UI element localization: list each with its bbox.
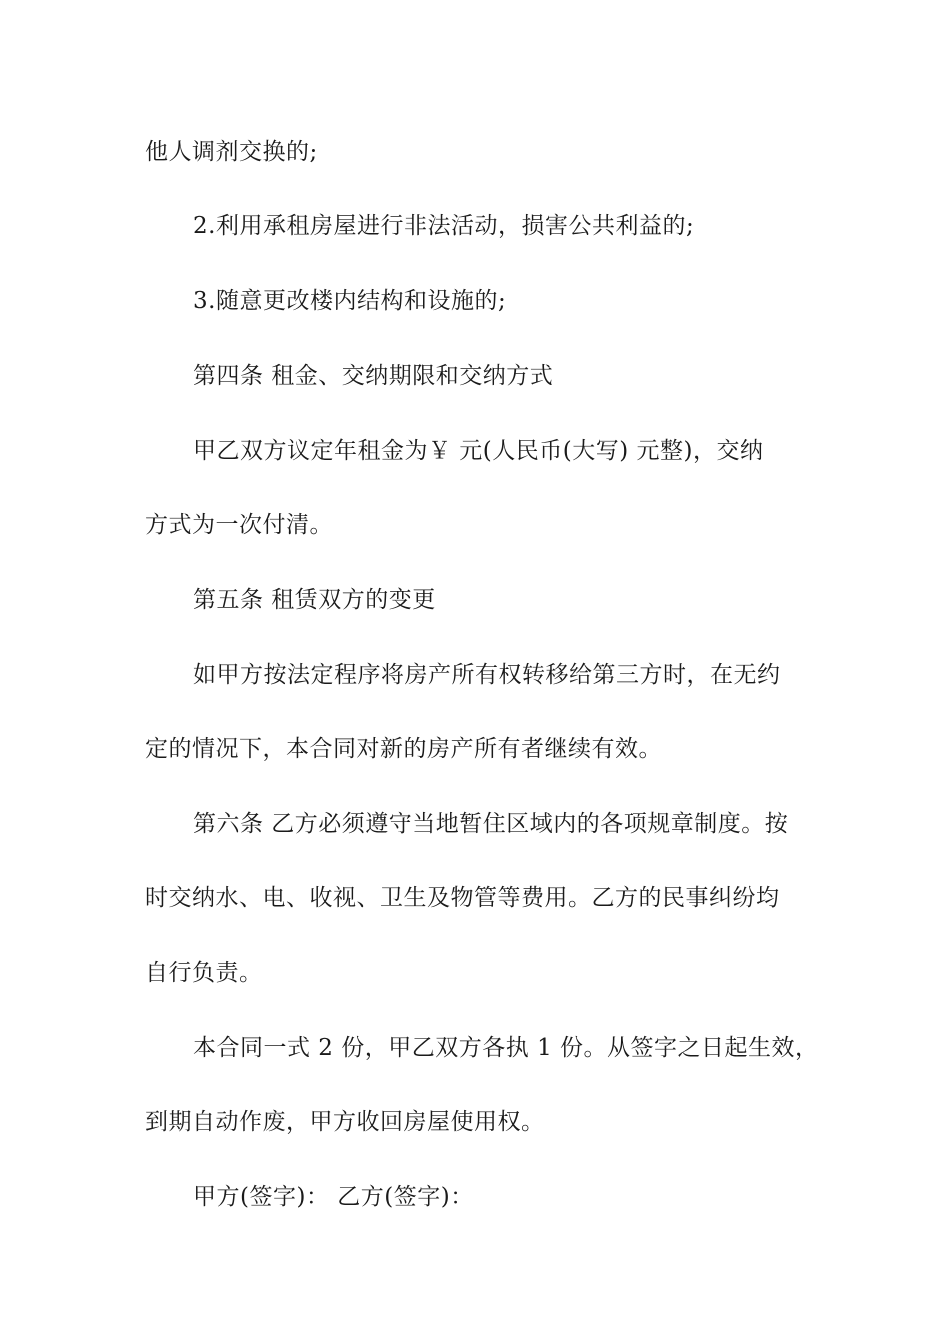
text-line-14: 到期自动作废，甲方收回房屋使用权。 [145,1109,545,1135]
text-line-12: 自行负责。 [145,960,263,986]
text-line-1: 他人调剂交换的; [145,139,318,165]
text-line-11: 时交纳水、电、收视、卫生及物管等费用。乙方的民事纠纷均 [145,885,780,911]
text-line-5: 甲乙双方议定年租金为￥ 元(人民币(大写) 元整)，交纳 [193,438,764,464]
article-4-heading: 第四条 租金、交纳期限和交纳方式 [193,363,554,389]
text-line-13: 本合同一式 2 份，甲乙双方各执 1 份。从签字之日起生效， [193,1035,819,1061]
signature-line: 甲方(签字)： 乙方(签字)： [193,1184,474,1210]
text-line-8: 如甲方按法定程序将房产所有权转移给第三方时，在无约 [193,662,781,688]
article-5-heading: 第五条 租赁双方的变更 [193,587,436,613]
text-line-3: 3.随意更改楼内结构和设施的; [193,288,507,314]
text-line-6: 方式为一次付清。 [145,512,333,538]
text-line-2: 2.利用承租房屋进行非法活动，损害公共利益的; [193,213,695,239]
article-6-line: 第六条 乙方必须遵守当地暂住区域内的各项规章制度。按 [193,811,789,837]
text-line-9: 定的情况下，本合同对新的房产所有者继续有效。 [145,736,662,762]
